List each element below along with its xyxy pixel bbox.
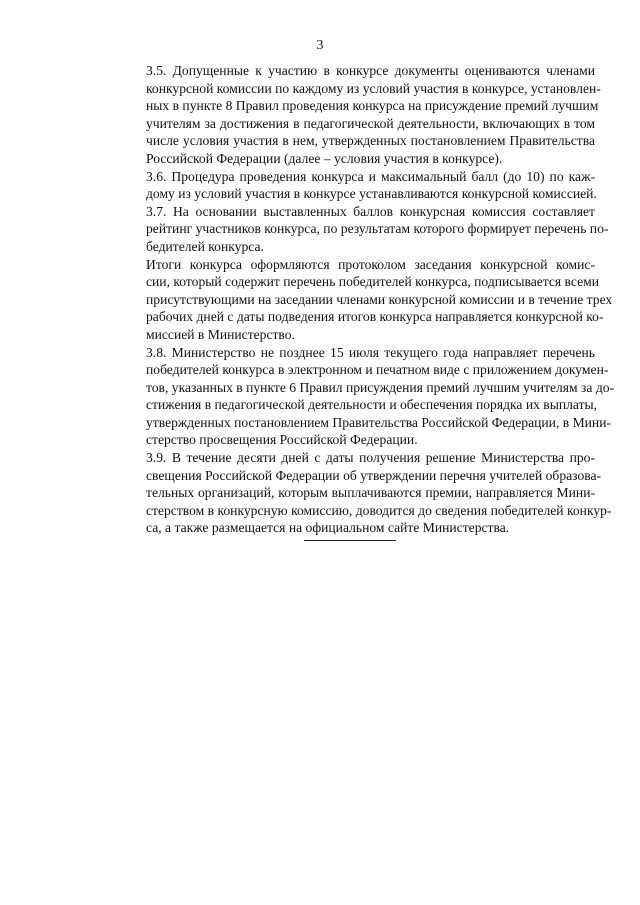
page-number: 3 [316, 38, 324, 53]
text-line: тельных организаций, которым выплачиваются премии, направляется Мини- [146, 485, 595, 501]
text-line: стерством в конкурсную комиссию, доводится до сведения победителей конкур- [146, 502, 612, 518]
text-line: ных в пункте 8 Правил проведения конкурса на присуждение премий лучшим [146, 98, 599, 114]
text-line: рейтинг участников конкурса, по результатам которого формирует перечень по- [146, 221, 609, 237]
text-line: свещения Российской Федерации об утверждении перечня учителей образова- [146, 467, 602, 483]
text-line: 3.8. Министерство не позднее 15 июля текущего года направляет перечень [146, 344, 595, 360]
paragraph-3-6 [110, 168, 595, 203]
text-line: стижения в педагогической деятельности и обеспечения порядка их выплаты, [146, 397, 598, 413]
text-line: рабочих дней с даты подведения итогов конкурса направляется конкурсной ко- [146, 309, 604, 325]
text-line: присутствующими на заседании членами конкурсной комиссии и в течение трех [146, 291, 613, 307]
paragraph-3-9 [110, 449, 612, 537]
text-line: учителям за достижения в педагогической деятельности, включающих в том [146, 115, 595, 131]
text-line: победителей конкурса в электронном и печатном виде с приложением докумен- [146, 362, 609, 378]
text-line: утвержденных постановлением Правительства Российской Федерации, в Мини- [146, 414, 612, 430]
text-line: сии, который содержит перечень победителей конкурса, подписывается всеми [146, 274, 600, 290]
text-line: Итоги конкурса оформляются протоколом заседания конкурсной комис- [146, 256, 595, 272]
text-line: 3.5. Допущенные к участию в конкурсе документы оцениваются членами [146, 63, 595, 78]
text-line: 3.9. В течение десяти дней с даты получения решение Министерства про- [146, 450, 595, 466]
paragraph-3-7-results [110, 256, 613, 344]
document-body [110, 62, 615, 537]
paragraph-3-5 [110, 62, 601, 168]
text-line: Российской Федерации (далее – условия участия в конкурсе). [146, 150, 503, 166]
text-line: числе условия участия в нем, утвержденных постановлением Правительства [146, 133, 595, 149]
text-line: стерство просвещения Российской Федерации. [146, 432, 418, 448]
text-line: дому из условий участия в конкурсе устанавливаются конкурсной комиссией. [146, 186, 597, 202]
paragraph-3-7 [110, 203, 609, 256]
end-of-document-rule [304, 540, 396, 541]
text-line: миссией в Министерство. [146, 326, 295, 342]
paragraph-3-8 [110, 344, 615, 450]
text-line: тов, указанных в пункте 6 Правил присуждения премий лучшим учителям за до- [146, 379, 615, 395]
text-line: конкурсной комиссии по каждому из условий участия в конкурсе, установлен- [146, 80, 601, 96]
text-line: бедителей конкурса. [146, 238, 264, 254]
text-line: 3.6. Процедура проведения конкурса и максимальный балл (до 10) по каж- [146, 168, 595, 184]
text-line: 3.7. На основании выставленных баллов конкурсная комиссия составляет [146, 203, 595, 219]
text-line: са, а также размещается на официальном сайте Министерства. [146, 520, 510, 536]
